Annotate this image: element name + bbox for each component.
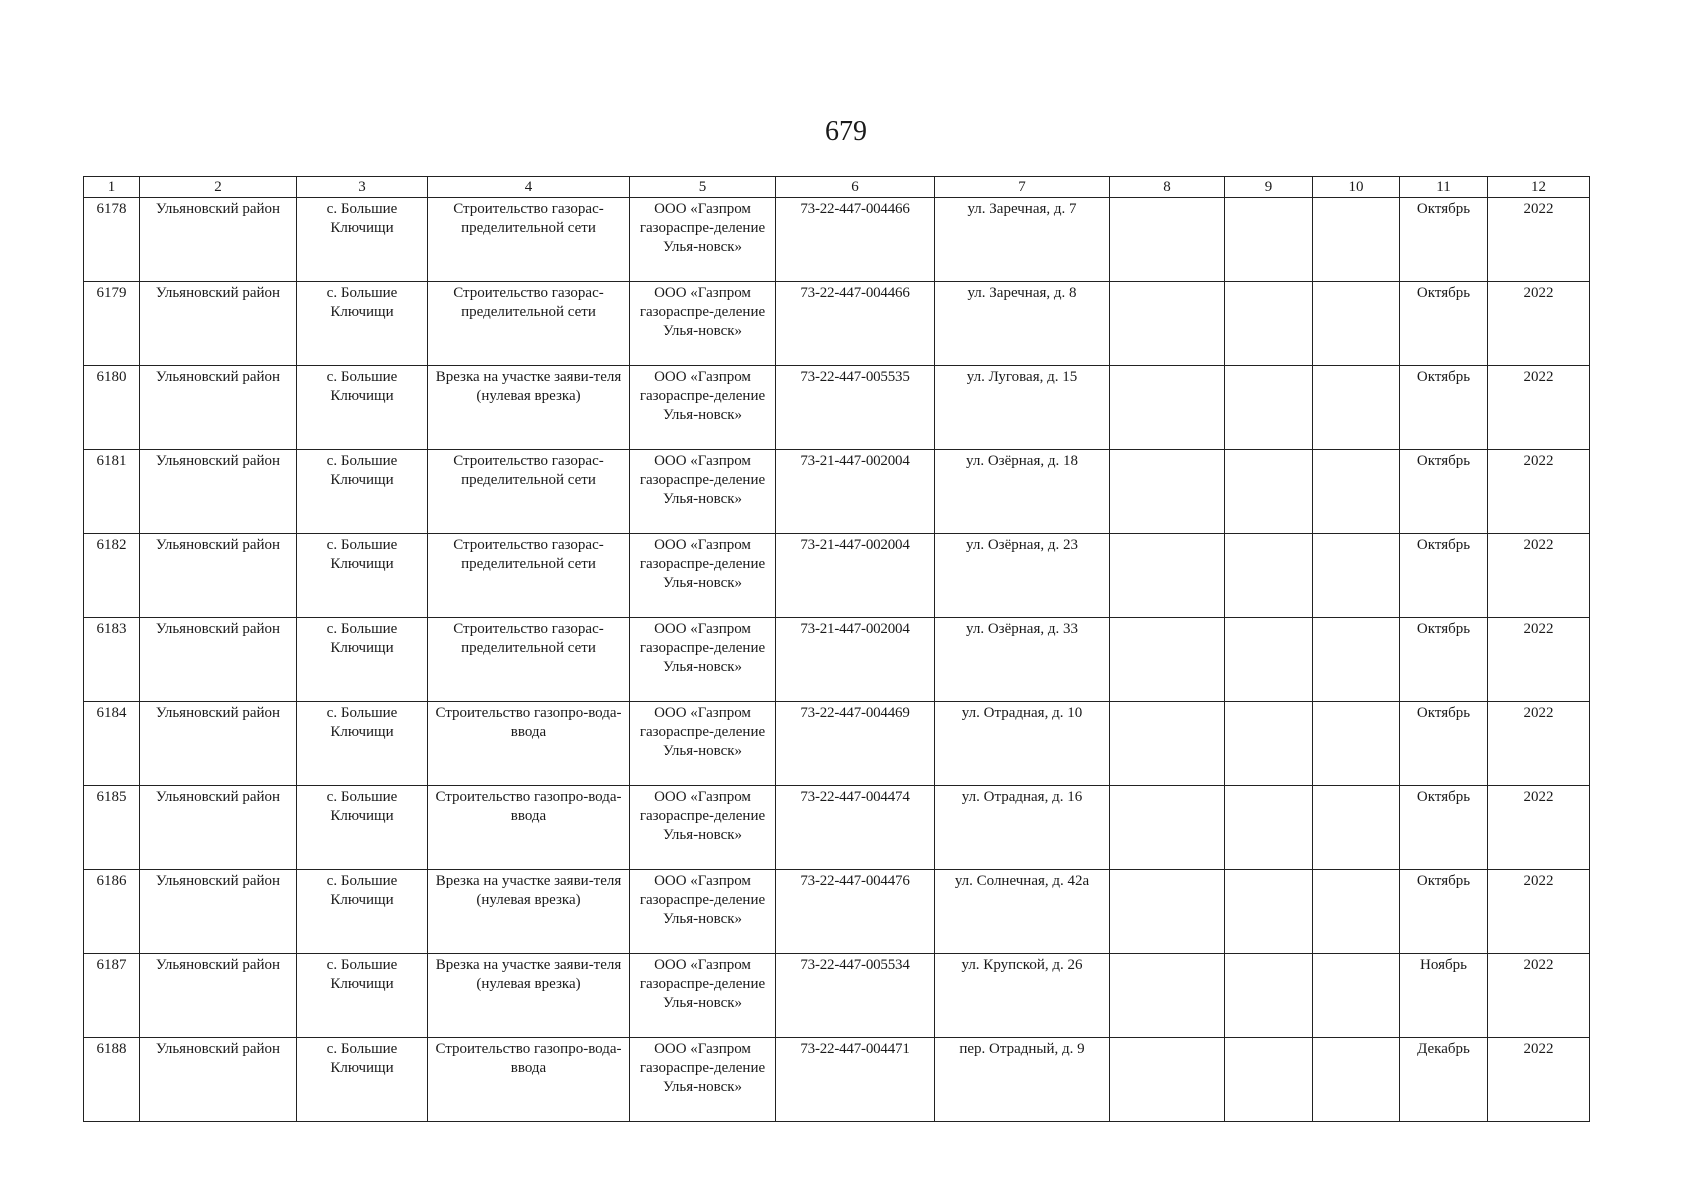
- settlement-cell: с. Большие Ключищи: [297, 366, 428, 450]
- table-row: [84, 954, 1590, 1038]
- empty-cell: [1313, 954, 1400, 1038]
- column-header: 5: [630, 177, 776, 198]
- settlement-cell: с. Большие Ключищи: [297, 1038, 428, 1122]
- address-cell: ул. Солнечная, д. 42а: [935, 870, 1110, 954]
- district-cell: Ульяновский район: [140, 366, 297, 450]
- month-cell: Октябрь: [1400, 618, 1488, 702]
- address-cell: ул. Озёрная, д. 18: [935, 450, 1110, 534]
- address-cell: ул. Заречная, д. 7: [935, 198, 1110, 282]
- column-header: 9: [1225, 177, 1313, 198]
- work-type-cell: Строительство газорас-пределительной сети: [428, 282, 630, 366]
- organization-cell: ООО «Газпром газораспре-деление Улья-новск»: [630, 534, 776, 618]
- address-cell: ул. Крупской, д. 26: [935, 954, 1110, 1038]
- district-cell: Ульяновский район: [140, 198, 297, 282]
- month-cell: Октябрь: [1400, 534, 1488, 618]
- table-row: [84, 534, 1590, 618]
- column-header: 6: [776, 177, 935, 198]
- empty-cell: [1225, 870, 1313, 954]
- work-type-cell: Врезка на участке заяви-теля (нулевая врезка): [428, 954, 630, 1038]
- district-cell: Ульяновский район: [140, 954, 297, 1038]
- month-cell: Октябрь: [1400, 450, 1488, 534]
- district-cell: Ульяновский район: [140, 534, 297, 618]
- year-cell: 2022: [1488, 198, 1590, 282]
- table-row: [84, 1038, 1590, 1122]
- empty-cell: [1313, 198, 1400, 282]
- table-row: [84, 282, 1590, 366]
- table-row: [84, 198, 1590, 282]
- year-cell: 2022: [1488, 954, 1590, 1038]
- year-cell: 2022: [1488, 366, 1590, 450]
- empty-cell: [1313, 786, 1400, 870]
- cadastral-number-cell: 73-21-447-002004: [776, 534, 935, 618]
- empty-cell: [1225, 1038, 1313, 1122]
- page-number: 679: [825, 116, 867, 147]
- organization-cell: ООО «Газпром газораспре-деление Улья-новск»: [630, 450, 776, 534]
- address-cell: ул. Озёрная, д. 23: [935, 534, 1110, 618]
- empty-cell: [1225, 786, 1313, 870]
- column-header: 11: [1400, 177, 1488, 198]
- empty-cell: [1313, 450, 1400, 534]
- table-row: [84, 450, 1590, 534]
- empty-cell: [1110, 618, 1225, 702]
- work-type-cell: Строительство газопро-вода-ввода: [428, 786, 630, 870]
- row-number: 6182: [84, 534, 140, 618]
- column-header: 8: [1110, 177, 1225, 198]
- row-number: 6186: [84, 870, 140, 954]
- cadastral-number-cell: 73-22-447-004469: [776, 702, 935, 786]
- work-type-cell: Строительство газорас-пределительной сети: [428, 618, 630, 702]
- column-header: 3: [297, 177, 428, 198]
- settlement-cell: с. Большие Ключищи: [297, 870, 428, 954]
- address-cell: ул. Заречная, д. 8: [935, 282, 1110, 366]
- empty-cell: [1225, 198, 1313, 282]
- table-row: [84, 870, 1590, 954]
- district-cell: Ульяновский район: [140, 282, 297, 366]
- empty-cell: [1225, 282, 1313, 366]
- district-cell: Ульяновский район: [140, 786, 297, 870]
- empty-cell: [1313, 702, 1400, 786]
- column-header: 4: [428, 177, 630, 198]
- empty-cell: [1313, 282, 1400, 366]
- row-number: 6178: [84, 198, 140, 282]
- cadastral-number-cell: 73-21-447-002004: [776, 618, 935, 702]
- address-cell: ул. Отрадная, д. 16: [935, 786, 1110, 870]
- settlement-cell: с. Большие Ключищи: [297, 954, 428, 1038]
- row-number: 6184: [84, 702, 140, 786]
- organization-cell: ООО «Газпром газораспре-деление Улья-новск»: [630, 618, 776, 702]
- year-cell: 2022: [1488, 534, 1590, 618]
- organization-cell: ООО «Газпром газораспре-деление Улья-новск»: [630, 702, 776, 786]
- data-table: [83, 176, 1590, 1122]
- year-cell: 2022: [1488, 618, 1590, 702]
- work-type-cell: Строительство газопро-вода-ввода: [428, 702, 630, 786]
- table-row: [84, 618, 1590, 702]
- year-cell: 2022: [1488, 450, 1590, 534]
- cadastral-number-cell: 73-22-447-004466: [776, 282, 935, 366]
- empty-cell: [1110, 198, 1225, 282]
- empty-cell: [1110, 366, 1225, 450]
- cadastral-number-cell: 73-22-447-004476: [776, 870, 935, 954]
- district-cell: Ульяновский район: [140, 618, 297, 702]
- cadastral-number-cell: 73-22-447-004474: [776, 786, 935, 870]
- header-row: [84, 177, 1590, 198]
- empty-cell: [1313, 534, 1400, 618]
- empty-cell: [1110, 786, 1225, 870]
- organization-cell: ООО «Газпром газораспре-деление Улья-новск»: [630, 954, 776, 1038]
- settlement-cell: с. Большие Ключищи: [297, 450, 428, 534]
- table-body: [84, 198, 1590, 1122]
- month-cell: Декабрь: [1400, 1038, 1488, 1122]
- work-type-cell: Строительство газорас-пределительной сети: [428, 534, 630, 618]
- address-cell: ул. Озёрная, д. 33: [935, 618, 1110, 702]
- settlement-cell: с. Большие Ключищи: [297, 618, 428, 702]
- address-cell: ул. Луговая, д. 15: [935, 366, 1110, 450]
- organization-cell: ООО «Газпром газораспре-деление Улья-новск»: [630, 282, 776, 366]
- column-header: 10: [1313, 177, 1400, 198]
- cadastral-number-cell: 73-21-447-002004: [776, 450, 935, 534]
- year-cell: 2022: [1488, 282, 1590, 366]
- table-row: [84, 702, 1590, 786]
- year-cell: 2022: [1488, 1038, 1590, 1122]
- settlement-cell: с. Большие Ключищи: [297, 534, 428, 618]
- column-header: 12: [1488, 177, 1590, 198]
- month-cell: Ноябрь: [1400, 954, 1488, 1038]
- district-cell: Ульяновский район: [140, 870, 297, 954]
- column-header: 2: [140, 177, 297, 198]
- district-cell: Ульяновский район: [140, 702, 297, 786]
- year-cell: 2022: [1488, 786, 1590, 870]
- empty-cell: [1313, 870, 1400, 954]
- district-cell: Ульяновский район: [140, 450, 297, 534]
- settlement-cell: с. Большие Ключищи: [297, 702, 428, 786]
- work-type-cell: Врезка на участке заяви-теля (нулевая врезка): [428, 870, 630, 954]
- empty-cell: [1110, 1038, 1225, 1122]
- district-cell: Ульяновский район: [140, 1038, 297, 1122]
- month-cell: Октябрь: [1400, 786, 1488, 870]
- month-cell: Октябрь: [1400, 702, 1488, 786]
- empty-cell: [1313, 1038, 1400, 1122]
- empty-cell: [1110, 870, 1225, 954]
- work-type-cell: Строительство газорас-пределительной сети: [428, 198, 630, 282]
- empty-cell: [1225, 954, 1313, 1038]
- month-cell: Октябрь: [1400, 870, 1488, 954]
- settlement-cell: с. Большие Ключищи: [297, 282, 428, 366]
- row-number: 6179: [84, 282, 140, 366]
- month-cell: Октябрь: [1400, 366, 1488, 450]
- column-header: 1: [84, 177, 140, 198]
- row-number: 6181: [84, 450, 140, 534]
- empty-cell: [1110, 450, 1225, 534]
- settlement-cell: с. Большие Ключищи: [297, 786, 428, 870]
- organization-cell: ООО «Газпром газораспре-деление Улья-новск»: [630, 198, 776, 282]
- cadastral-number-cell: 73-22-447-004471: [776, 1038, 935, 1122]
- row-number: 6180: [84, 366, 140, 450]
- empty-cell: [1110, 534, 1225, 618]
- month-cell: Октябрь: [1400, 282, 1488, 366]
- row-number: 6185: [84, 786, 140, 870]
- cadastral-number-cell: 73-22-447-005535: [776, 366, 935, 450]
- cadastral-number-cell: 73-22-447-005534: [776, 954, 935, 1038]
- empty-cell: [1313, 618, 1400, 702]
- row-number: 6187: [84, 954, 140, 1038]
- address-cell: пер. Отрадный, д. 9: [935, 1038, 1110, 1122]
- month-cell: Октябрь: [1400, 198, 1488, 282]
- empty-cell: [1225, 534, 1313, 618]
- organization-cell: ООО «Газпром газораспре-деление Улья-новск»: [630, 366, 776, 450]
- empty-cell: [1225, 366, 1313, 450]
- empty-cell: [1110, 954, 1225, 1038]
- row-number: 6183: [84, 618, 140, 702]
- year-cell: 2022: [1488, 870, 1590, 954]
- cadastral-number-cell: 73-22-447-004466: [776, 198, 935, 282]
- organization-cell: ООО «Газпром газораспре-деление Улья-новск»: [630, 870, 776, 954]
- empty-cell: [1225, 618, 1313, 702]
- column-header: 7: [935, 177, 1110, 198]
- work-type-cell: Строительство газопро-вода-ввода: [428, 1038, 630, 1122]
- empty-cell: [1110, 282, 1225, 366]
- work-type-cell: Строительство газорас-пределительной сети: [428, 450, 630, 534]
- table-row: [84, 786, 1590, 870]
- organization-cell: ООО «Газпром газораспре-деление Улья-новск»: [630, 786, 776, 870]
- empty-cell: [1313, 366, 1400, 450]
- address-cell: ул. Отрадная, д. 10: [935, 702, 1110, 786]
- empty-cell: [1225, 702, 1313, 786]
- empty-cell: [1225, 450, 1313, 534]
- year-cell: 2022: [1488, 702, 1590, 786]
- table-row: [84, 366, 1590, 450]
- settlement-cell: с. Большие Ключищи: [297, 198, 428, 282]
- work-type-cell: Врезка на участке заяви-теля (нулевая врезка): [428, 366, 630, 450]
- organization-cell: ООО «Газпром газораспре-деление Улья-новск»: [630, 1038, 776, 1122]
- row-number: 6188: [84, 1038, 140, 1122]
- empty-cell: [1110, 702, 1225, 786]
